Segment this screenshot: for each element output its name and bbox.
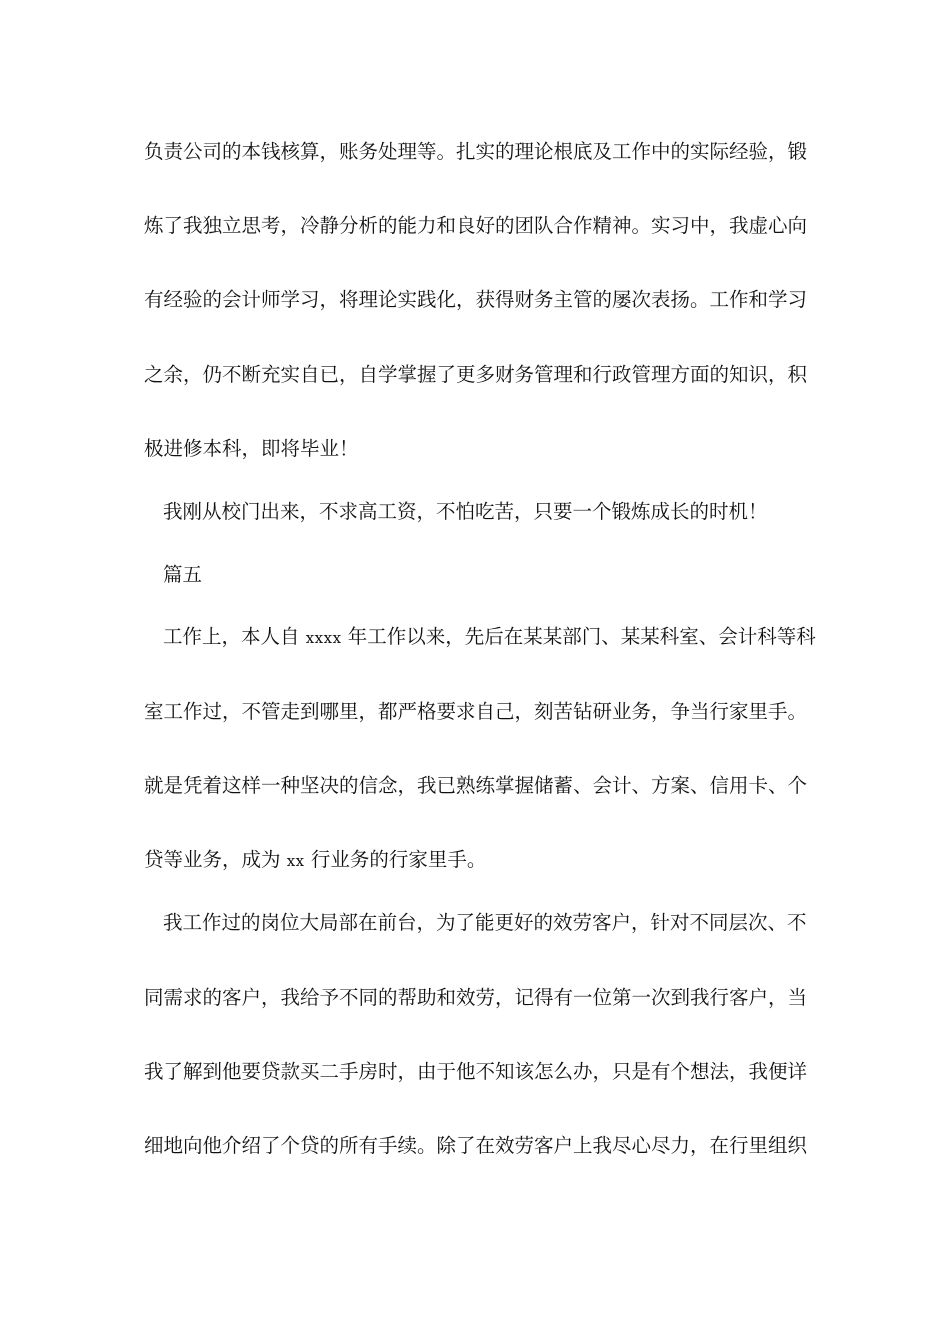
line-text: 工作上，本人自 xyxy=(163,625,306,648)
paragraph-line: 极进修本科，即将毕业！ xyxy=(144,437,359,460)
paragraph-line xyxy=(144,847,814,874)
paragraph-line: 我了解到他要贷款买二手房时，由于他不知该怎么办，只是有个想法，我便详 xyxy=(144,1060,808,1083)
paragraph-line xyxy=(163,624,833,651)
section-heading: 篇五 xyxy=(163,563,203,586)
paragraph-line: 炼了我独立思考，冷静分析的能力和良好的团队合作精神。实习中，我虚心向 xyxy=(144,214,808,237)
paragraph-line: 同需求的客户，我给予不同的帮助和效劳，记得有一位第一次到我行客户，当 xyxy=(144,986,808,1009)
placeholder-year: xxxx xyxy=(305,629,342,647)
line-text: 年工作以来，先后在某某部门、某某科室、会计科等科 xyxy=(341,625,816,648)
paragraph-line: 我刚从校门出来，不求高工资，不怕吃苦，只要一个锻炼成长的时机！ xyxy=(163,500,768,523)
line-text: 贷等业务，成为 xyxy=(144,848,287,871)
paragraph-line: 有经验的会计师学习，将理论实践化，获得财务主管的屡次表扬。工作和学习 xyxy=(144,288,808,311)
paragraph-line: 我工作过的岗位大局部在前台，为了能更好的效劳客户，针对不同层次、不 xyxy=(163,911,807,934)
paragraph-line: 室工作过，不管走到哪里，都严格要求自己，刻苦钻研业务，争当行家里手。 xyxy=(144,700,808,723)
placeholder-bank: xx xyxy=(286,852,305,870)
paragraph-line: 细地向他介绍了个贷的所有手续。除了在效劳客户上我尽心尽力，在行里组织 xyxy=(144,1134,808,1157)
line-text: 行业务的行家里手。 xyxy=(304,848,487,871)
paragraph-line: 就是凭着这样一种坚决的信念，我已熟练掌握储蓄、会计、方案、信用卡、个 xyxy=(144,774,808,797)
paragraph-line: 之余，仍不断充实自已，自学掌握了更多财务管理和行政管理方面的知识，积 xyxy=(144,363,808,386)
paragraph-line: 负责公司的本钱核算，账务处理等。扎实的理论根底及工作中的实际经验，锻 xyxy=(144,140,808,163)
